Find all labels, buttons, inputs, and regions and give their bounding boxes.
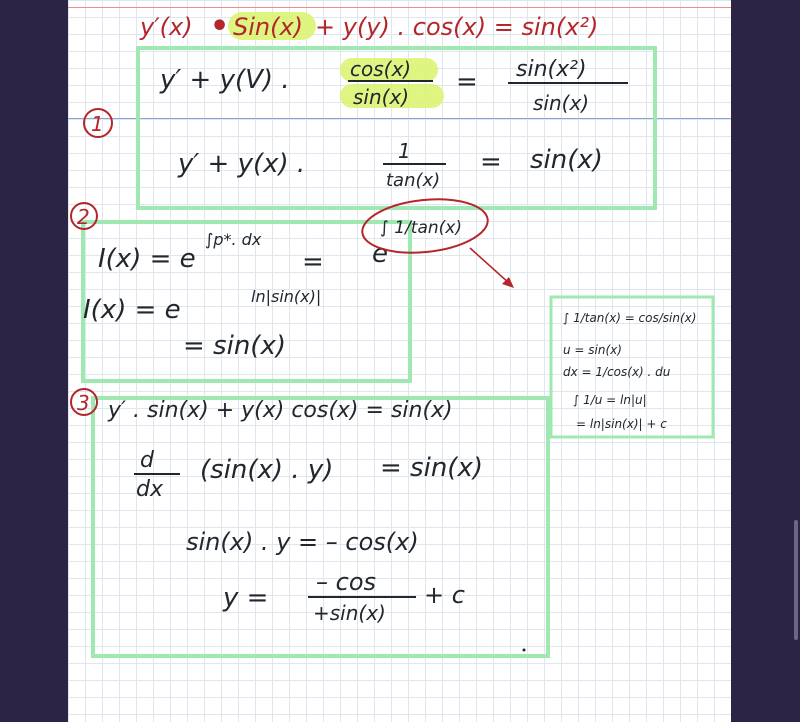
annotation-integral: ∫ 1/tan(x) — [380, 218, 462, 238]
header-eq-part1: y′(x) — [140, 13, 193, 41]
step3-line1: y′ . sin(x) + y(x) cos(x) = sin(x) — [108, 398, 453, 423]
step3-line2-paren: (sin(x) . y) — [200, 455, 334, 485]
step2-line1-eq: = — [302, 247, 324, 277]
step3-line2-rhs: = sin(x) — [380, 453, 483, 483]
step2-line1-exp: ∫p*. dx — [205, 230, 262, 249]
side-box-line3: dx = 1/cos(x) . du — [563, 365, 671, 379]
step2-line1-left: I(x) = e — [98, 244, 196, 274]
step2-label: 2 — [77, 205, 90, 229]
step1-label: 1 — [91, 112, 104, 136]
header-eq-part3: + y(y) . cos(x) = sin(x²) — [315, 13, 599, 41]
step2-line2-left: I(x) = e — [83, 295, 181, 325]
step1-line2-left: y′ + y(x) . — [178, 149, 306, 179]
side-box-line1: ∫ 1/tan(x) = cos/sin(x) — [563, 311, 697, 325]
step1-line1-den: sin(x) — [353, 85, 410, 109]
step3-line4-tail: + c — [424, 581, 465, 609]
step1-line1-left: y′ + y(V) . — [160, 65, 290, 95]
right-frame — [731, 0, 800, 722]
step1-line2-eq: = — [480, 147, 502, 177]
step3-line4-left: y = — [223, 583, 269, 613]
step1-line1-rhs-num: sin(x²) — [516, 57, 587, 82]
step1-line1-rhs-den: sin(x) — [533, 91, 590, 115]
step3-line3: sin(x) . y = – cos(x) — [186, 528, 419, 556]
handwriting-layer — [68, 0, 731, 722]
step1-line1-eq: = — [456, 67, 478, 97]
note-page — [68, 0, 731, 722]
scrollbar[interactable] — [794, 520, 798, 640]
step1-line1-num: cos(x) — [350, 57, 412, 81]
step3-label: 3 — [77, 391, 90, 415]
left-frame — [0, 0, 68, 722]
step2-line3: = sin(x) — [183, 331, 286, 361]
annotation-arrow-line — [470, 248, 510, 284]
step2-line1-rhs: e — [372, 239, 388, 269]
header-eq-dot: • — [210, 9, 230, 44]
side-box-line5: = ln|sin(x)| + c — [576, 417, 667, 431]
step1-line2-num: 1 — [398, 139, 411, 163]
side-box-line2: u = sin(x) — [563, 343, 622, 357]
header-eq-part2: Sin(x) — [233, 13, 304, 41]
ink-dot — [523, 649, 526, 652]
step2-line2-exp: ln|sin(x)| — [251, 287, 322, 306]
step3-line4-num: – cos — [316, 568, 377, 596]
step1-line2-rhs: sin(x) — [530, 145, 603, 175]
step3-line4-den: +sin(x) — [313, 601, 386, 625]
step3-line2-dx: dx — [136, 477, 163, 502]
side-box-line4: ∫ 1/u = ln|u| — [573, 393, 647, 407]
step1-line2-den: tan(x) — [386, 170, 441, 191]
step3-line2-d: d — [140, 448, 154, 473]
